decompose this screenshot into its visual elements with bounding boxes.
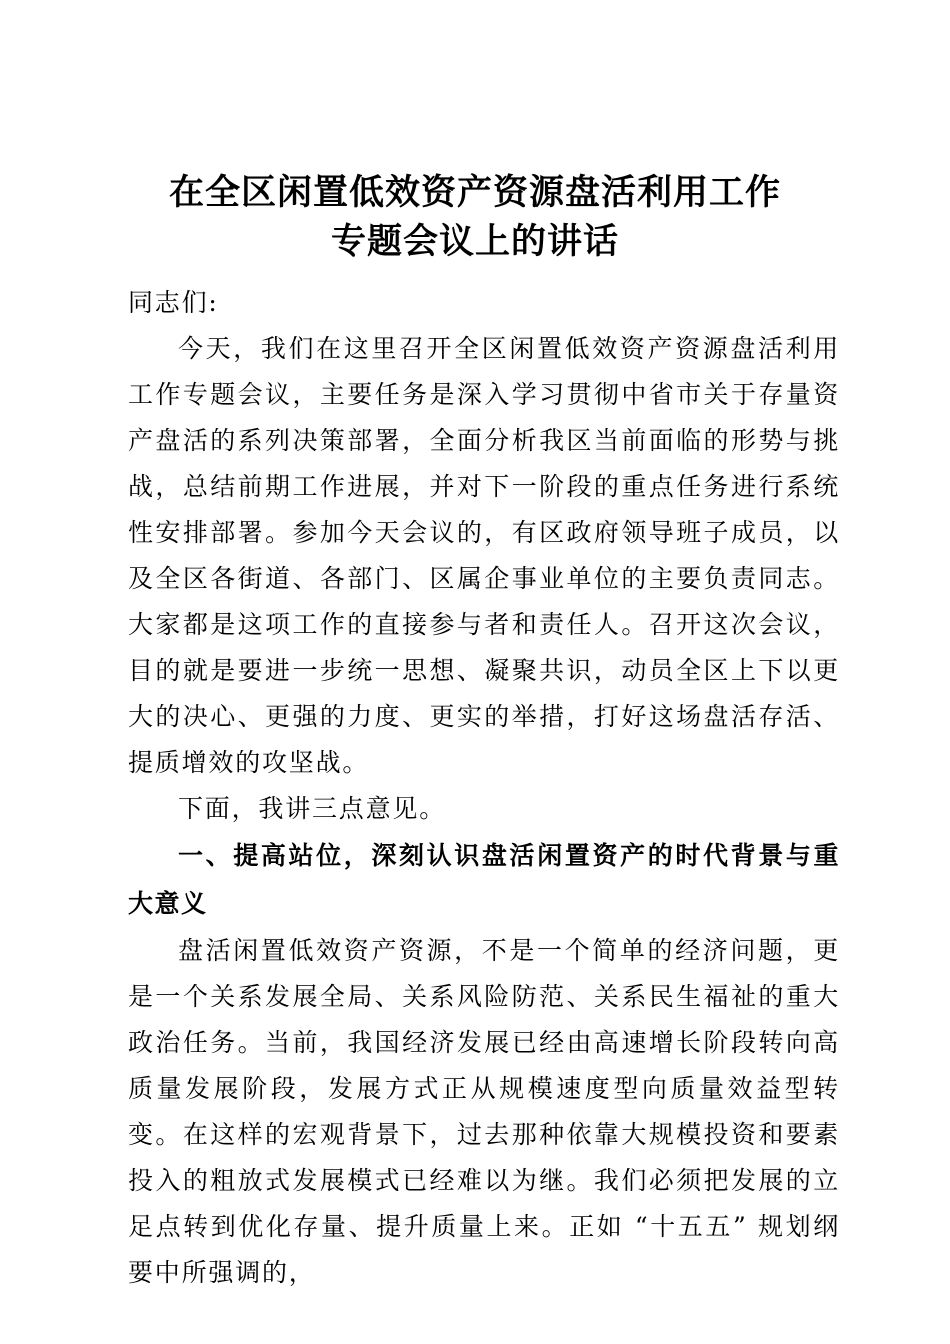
- paragraph-section-1: 盘活闲置低效资产资源，不是一个简单的经济问题，更是一个关系发展全局、关系风险防范、关系民生福祉的重大政治任务。当前，我国经济发展已经由高速增长阶段转向高质量发展阶段，发展方式正从规模速度型向质量效益型转变。在这样的宏观背景下，过去那种依靠大规模投资和要素投入的粗放式发展模式已经难以为继。我们必须把发展的立足点转到优化存量、提升质量上来。正如 “十五五” 规划纲要中所强调的，: [128, 936, 840, 1287]
- document-title-line-1: 在全区闲置低效资产资源盘活利用工作: [168, 173, 781, 213]
- document-title-line-2: 专题会议上的讲话: [330, 222, 619, 262]
- salutation: 同志们:: [128, 288, 219, 317]
- paragraph-opening: 今天，我们在这里召开全区闲置低效资产资源盘活利用工作专题会议，主要任务是深入学习贯彻中省市关于存量资产盘活的系列决策部署，全面分析我区当前面临的形势与挑战，总结前期工作进展，并对下一阶段的重点任务进行系统性安排部署。参加今天会议的，有区政府领导班子成员，以及全区各街道、各部门、区属企事业单位的主要负责同志。大家都是这项工作的直接参与者和责任人。召开这次会议，目的就是要进一步统一思想、凝聚共识，动员全区上下以更大的决心、更强的力度、更实的举措，打好这场盘活存活、提质增效的攻坚战。: [128, 334, 840, 777]
- section-heading-1: 一、提高站位，深刻认识盘活闲置资产的时代背景与重大意义: [128, 841, 840, 918]
- document-body: [128, 280, 840, 1296]
- paragraph-transition: 下面，我讲三点意见。: [178, 794, 447, 823]
